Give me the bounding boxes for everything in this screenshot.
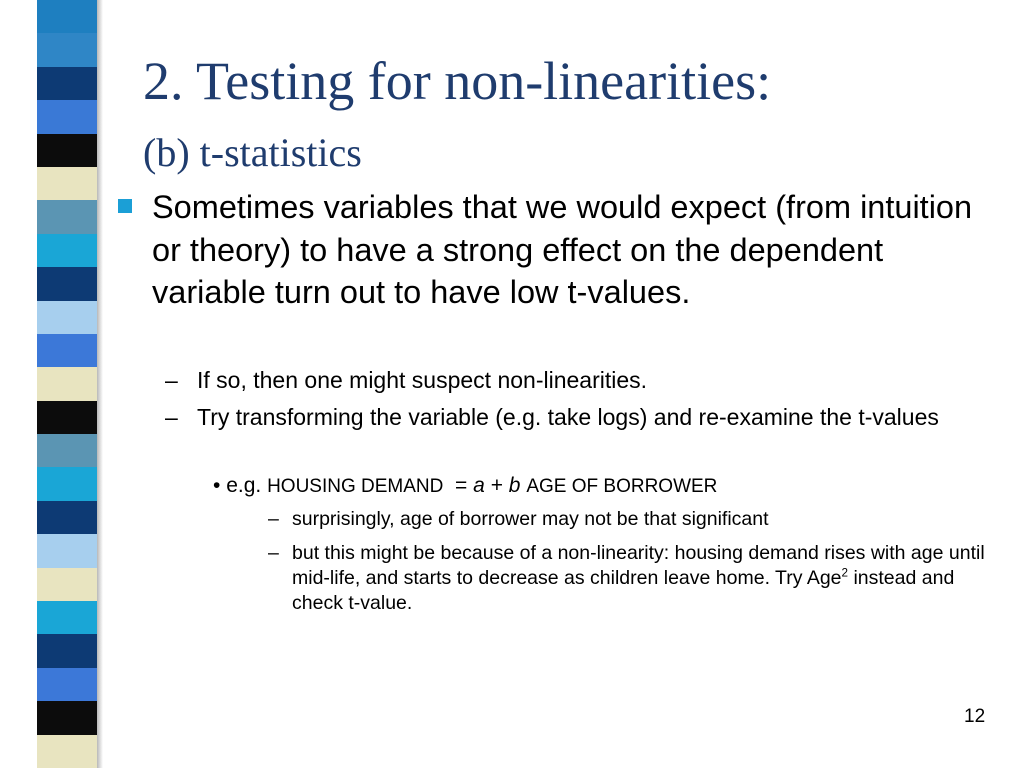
stripe-segment [37,568,97,601]
stripe-bar-shadow [97,0,103,768]
stripe-segment [37,401,97,434]
superscript-2: 2 [841,566,849,580]
stripe-segment [37,634,97,667]
stripe-segment [37,33,97,66]
stripe-segment [37,668,97,701]
example-coef-b: b [508,474,521,497]
dash-bullet-icon: – [268,508,279,530]
stripe-segment [37,501,97,534]
dash-bullet-icon: – [165,404,178,430]
example-plus: + [490,474,503,497]
sub-sub-bullet-2-main: but this might be because of a non-linearity: housing demand rises with age until mid-life, and starts to decrease as children leave home. Try Age [292,542,985,589]
stripe-segment [37,735,97,768]
main-bullet-text: Sometimes variables that we would expect (from intuition or theory) to have a strong effect on the dependent variable turn out to have low t-values. [152,189,973,310]
page-number: 12 [964,706,986,727]
stripe-segment [37,367,97,400]
stripe-segment [37,701,97,734]
stripe-segment [37,601,97,634]
example-prefix: e.g. [226,474,262,497]
square-bullet-icon [118,199,132,213]
stripe-segment [37,167,97,200]
sub-sub-bullet-2-text [292,541,1007,616]
sub-sub-bullet-2-tail: instead and check t-value. [292,567,955,614]
stripe-segment [37,301,97,334]
stripe-segment [37,534,97,567]
stripe-segment [37,134,97,167]
stripe-segment [37,267,97,300]
stripe-segment [37,200,97,233]
sub-bullet-2-text: Try transforming the variable (e.g. take logs) and re-examine the t-values [197,404,939,430]
stripe-segment [37,0,97,33]
dot-bullet-icon: • [213,474,221,497]
dash-bullet-icon: – [165,367,178,393]
example-bullet [213,472,717,500]
example-coef-a: a [473,474,485,497]
dash-bullet-icon: – [268,542,279,564]
stripe-segment [37,67,97,100]
sub-sub-bullet-1-text: surprisingly, age of borrower may not be that significant [292,508,769,530]
sub-bullet-1-text: If so, then one might suspect non-linearities. [197,367,648,393]
slide-subtitle: (b) t-statistics [143,130,362,175]
stripe-segment [37,234,97,267]
stripe-segment [37,334,97,367]
stripe-segment [37,434,97,467]
example-rhs: AGE OF BORROWER [526,476,718,497]
stripe-segment [37,467,97,500]
example-lhs: HOUSING DEMAND [267,476,444,497]
example-equals: = [455,474,468,497]
stripe-segment [37,100,97,133]
decorative-stripe-bar [37,0,97,768]
slide-title: 2. Testing for non-linearities: [143,51,772,111]
